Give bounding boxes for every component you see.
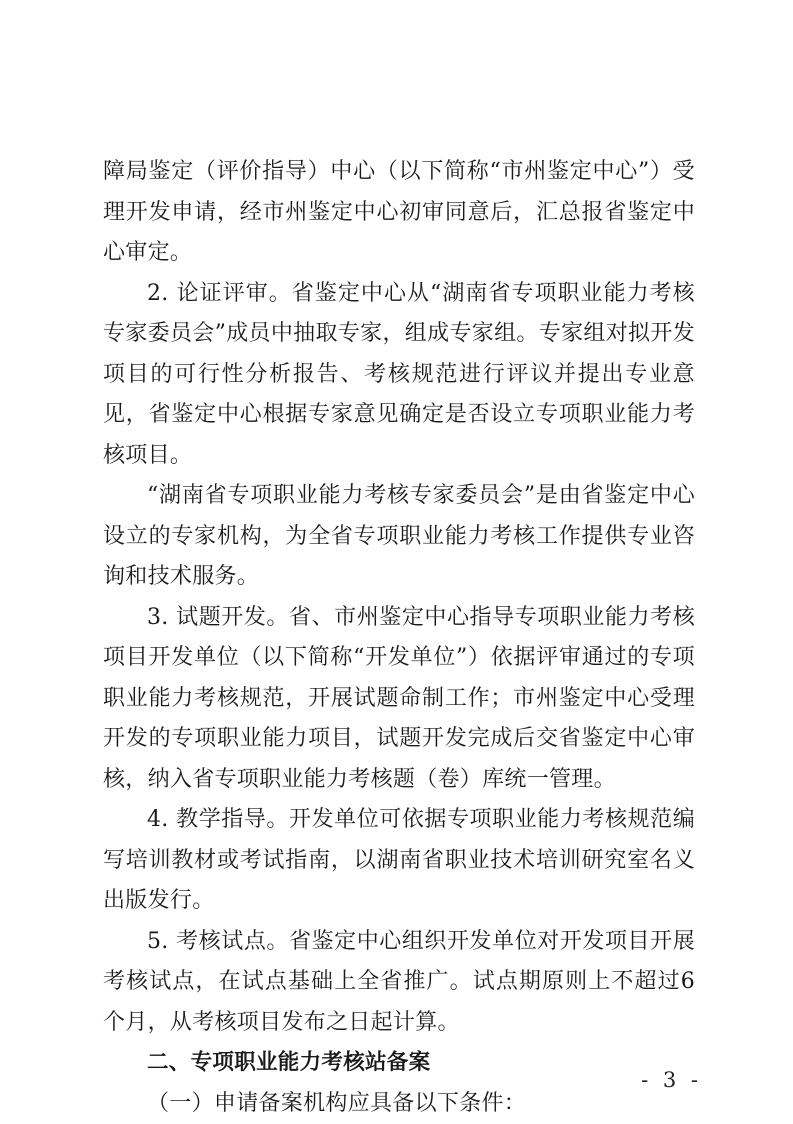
paragraph-filing-conditions: （一）申请备案机构应具备以下条件：	[103, 1084, 695, 1124]
paragraph-question-development: 3. 试题开发。省、市州鉴定中心指导专项职业能力考核项目开发单位（以下简称“开发单位”）依据评审通过的专项职业能力考核规范，开展试题命制工作；市州鉴定中心受理开发的专项职业能力项目，试题开发完成后交省鉴定中心审核，纳入省专项职业能力考核题（卷）库统一管理。	[103, 598, 695, 801]
paragraph-assessment-pilot: 5. 考核试点。省鉴定中心组织开发单位对开发项目开展考核试点，在试点基础上全省推广。试点期原则上不超过6个月，从考核项目发布之日起计算。	[103, 922, 695, 1044]
paragraph-teaching-guidance: 4. 教学指导。开发单位可依据专项职业能力考核规范编写培训教材或考试指南，以湖南省职业技术培训研究室名义出版发行。	[103, 800, 695, 922]
paragraph-intake: 障局鉴定（评价指导）中心（以下简称“市州鉴定中心”）受理开发申请，经市州鉴定中心初审同意后，汇总报省鉴定中心审定。	[103, 152, 695, 274]
page-number: - 3 -	[612, 1068, 702, 1092]
paragraph-expert-review: 2. 论证评审。省鉴定中心从“湖南省专项职业能力考核专家委员会”成员中抽取专家，组成专家组。专家组对拟开发项目的可行性分析报告、考核规范进行评议并提出专业意见，省鉴定中心根据专家意见确定是否设立专项职业能力考核项目。	[103, 274, 695, 477]
body-text	[103, 152, 695, 1124]
section-heading: 二、专项职业能力考核站备案	[103, 1043, 695, 1084]
paragraph-expert-committee: “湖南省专项职业能力考核专家委员会”是由省鉴定中心设立的专家机构，为全省专项职业能力考核工作提供专业咨询和技术服务。	[103, 476, 695, 598]
